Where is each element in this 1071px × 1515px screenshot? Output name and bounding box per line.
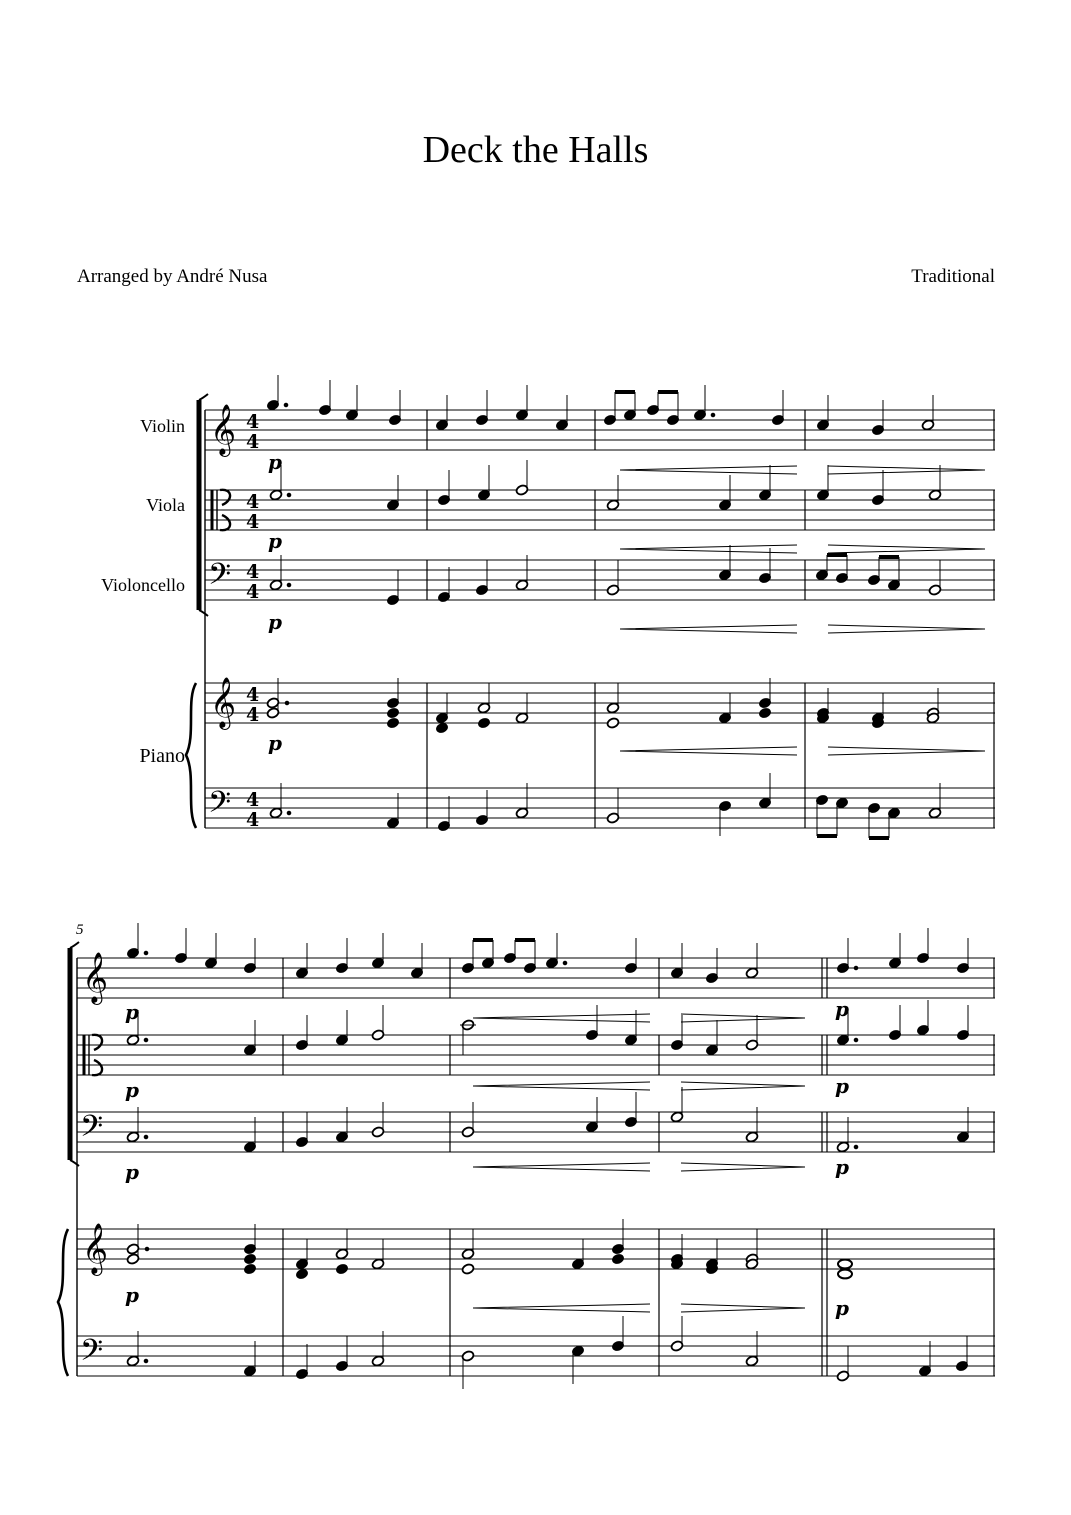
violin-notes-1: [266, 375, 935, 436]
piano-bass-notes-2: [126, 1316, 969, 1389]
svg-text:𝄞: 𝄞: [82, 952, 109, 1003]
svg-text:4: 4: [246, 431, 260, 453]
svg-text:4: 4: [246, 704, 260, 726]
time-signatures: [246, 411, 259, 831]
svg-text:4: 4: [246, 809, 260, 831]
svg-text:𝄞: 𝄞: [210, 404, 237, 455]
svg-text:𝄢: 𝄢: [208, 786, 232, 827]
cello-notes-1: [269, 545, 942, 606]
svg-text:4: 4: [246, 561, 260, 583]
svg-text:p: p: [268, 450, 282, 474]
cello-label: Violoncello: [101, 575, 185, 595]
composer-credit: Traditional: [911, 266, 995, 287]
arranger-credit: Arranged by André Nusa: [77, 266, 268, 287]
svg-text:p: p: [268, 529, 282, 553]
piano-bass-staff-2: [77, 1336, 995, 1376]
system-2: [58, 923, 995, 1389]
viola-notes-1: [269, 460, 942, 511]
svg-text:𝄢: 𝄢: [80, 1334, 104, 1375]
viola-label: Viola: [146, 495, 185, 515]
piano-label: Piano: [139, 745, 185, 767]
svg-text:4: 4: [246, 581, 260, 603]
svg-text:𝄞: 𝄞: [82, 1223, 109, 1274]
measure-number: 5: [76, 922, 84, 938]
svg-text:4: 4: [246, 411, 260, 433]
svg-text:p: p: [125, 1283, 139, 1307]
svg-text:𝄢: 𝄢: [208, 558, 232, 599]
svg-text:4: 4: [246, 511, 260, 533]
piano-treble-staff-2: [77, 1229, 995, 1269]
svg-text:p: p: [125, 1160, 139, 1184]
system-1: [186, 375, 995, 838]
svg-text:4: 4: [246, 491, 260, 513]
svg-text:p: p: [835, 997, 849, 1021]
svg-text:p: p: [835, 1074, 849, 1098]
score-title: Deck the Halls: [422, 129, 649, 171]
svg-text:p: p: [268, 731, 282, 755]
violin-notes-2: [126, 923, 970, 984]
svg-text:p: p: [125, 1078, 139, 1102]
svg-text:4: 4: [246, 789, 260, 811]
svg-text:p: p: [835, 1296, 849, 1320]
svg-text:p: p: [268, 610, 282, 634]
svg-text:𝄞: 𝄞: [210, 677, 237, 728]
svg-text:4: 4: [246, 684, 260, 706]
violin-label: Violin: [140, 416, 185, 436]
piano-treble-notes-1: [266, 678, 940, 734]
svg-text:p: p: [125, 1000, 139, 1024]
svg-text:𝄢: 𝄢: [80, 1110, 104, 1151]
svg-text:p: p: [835, 1155, 849, 1179]
